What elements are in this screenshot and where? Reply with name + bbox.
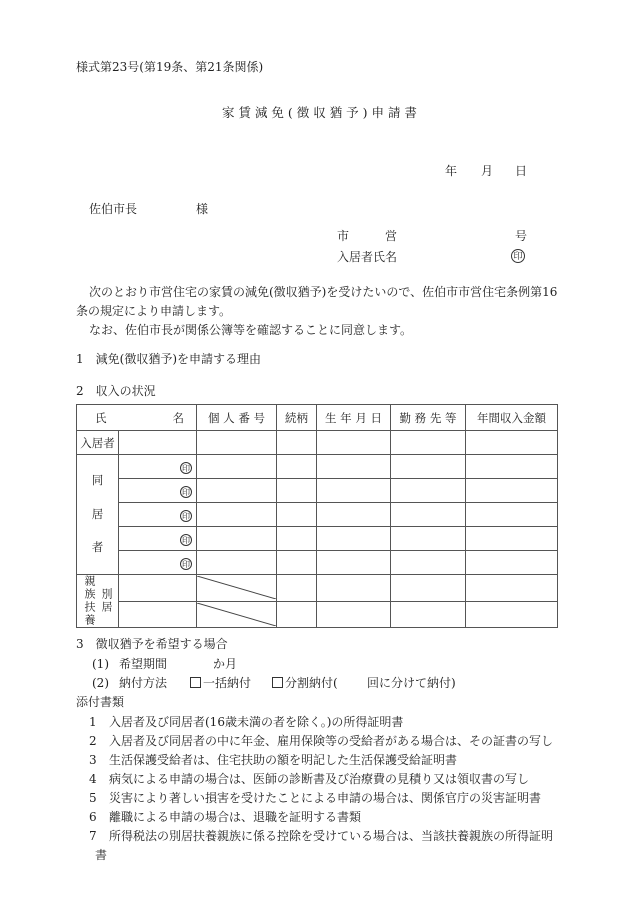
applicant-go-label: 号	[515, 229, 528, 243]
intro-line-2: 条の規定により申請します。	[76, 304, 232, 318]
intro-line-3: なお、佐伯市長が関係公簿等を確認することに同意します。	[89, 323, 413, 337]
cell[interactable]	[391, 455, 466, 479]
cell[interactable]	[119, 455, 197, 479]
cell[interactable]	[317, 455, 391, 479]
attachment-number: 6	[89, 810, 97, 824]
cell[interactable]	[277, 601, 317, 628]
attachment-text: 離職による申請の場合は、退職を証明する書類	[109, 810, 362, 824]
applicant-ei-label: 営	[385, 229, 398, 243]
attachment-text: 入居者及び同居者(16歳未満の者を除く。)の所得証明書	[109, 715, 404, 729]
income-table	[76, 404, 558, 628]
method-number: (2)	[92, 676, 109, 690]
cell[interactable]	[466, 479, 558, 503]
addressee-name: 佐伯市長	[89, 202, 138, 216]
cell[interactable]	[119, 601, 197, 628]
table-row	[77, 601, 558, 628]
slash-cell	[197, 575, 277, 602]
cell[interactable]	[197, 479, 277, 503]
period-unit: か月	[213, 657, 238, 671]
table-row	[77, 431, 558, 455]
date-month: 月	[481, 164, 494, 178]
header-relationship: 続柄	[277, 405, 317, 431]
cell[interactable]	[466, 601, 558, 628]
cell[interactable]	[119, 503, 197, 527]
cell[interactable]	[391, 575, 466, 602]
cell[interactable]	[466, 527, 558, 551]
cell[interactable]	[197, 455, 277, 479]
cell[interactable]	[277, 551, 317, 575]
seal-icon: 印	[182, 559, 190, 569]
seal-icon: 印	[182, 511, 190, 521]
cell[interactable]	[391, 527, 466, 551]
cell[interactable]	[119, 479, 197, 503]
attachment-continuation: 書	[95, 848, 108, 862]
attachment-number: 5	[89, 791, 97, 805]
cell[interactable]	[119, 431, 197, 455]
applicant-seal-icon: 印	[511, 249, 525, 263]
attachment-number: 1	[89, 715, 97, 729]
attachment-text: 生活保護受給者は、住宅扶助の額を明記した生活保護受給証明書	[109, 753, 458, 767]
table-row	[77, 527, 558, 551]
table-row	[77, 551, 558, 575]
cell[interactable]	[391, 601, 466, 628]
header-birthdate: 生 年 月 日	[317, 405, 391, 431]
attachment-text: 入居者及び同居者の中に年金、雇用保険等の受給者がある場合は、その証書の写し	[109, 734, 554, 748]
cell[interactable]	[277, 479, 317, 503]
cell[interactable]	[119, 575, 197, 602]
section-3-heading: 3 徴収猶予を希望する場合	[76, 637, 228, 651]
cell[interactable]	[317, 601, 391, 628]
date-year: 年	[445, 164, 458, 178]
cell[interactable]	[317, 551, 391, 575]
header-name: 氏 名	[77, 405, 197, 431]
table-header-row	[77, 405, 558, 431]
option-installment[interactable]: 分割納付(	[272, 677, 338, 689]
section-2-heading: 2 収入の状況	[76, 384, 156, 398]
cell[interactable]	[277, 455, 317, 479]
attachment-text: 災害により著しい損害を受けたことによる申請の場合は、関係官庁の災害証明書	[109, 791, 542, 805]
installment-tail: 回に分けて納付)	[367, 676, 456, 690]
cell[interactable]	[317, 479, 391, 503]
header-personal-number: 個 人 番 号	[197, 405, 277, 431]
cell[interactable]	[391, 431, 466, 455]
attachment-text: 病気による申請の場合は、医師の診断書及び治療費の見積り又は領収書の写し	[109, 772, 530, 786]
cell[interactable]	[391, 503, 466, 527]
document-title: 家 賃 減 免 ( 徴 収 猶 予 ) 申 請 書	[222, 105, 417, 120]
period-label: 希望期間	[119, 657, 168, 671]
cell[interactable]	[466, 455, 558, 479]
seal-icon: 印	[182, 463, 190, 473]
intro-line-1: 次のとおり市営住宅の家賃の減免(徴収猶予)を受けたいので、佐伯市市営住宅条例第16	[89, 285, 558, 299]
cell[interactable]	[466, 575, 558, 602]
cohabitant-label: 同 居 者	[77, 455, 119, 575]
cell[interactable]	[119, 527, 197, 551]
checkbox-icon	[190, 677, 201, 688]
attachment-number: 3	[89, 753, 97, 767]
period-number: (1)	[92, 657, 109, 671]
cell[interactable]	[277, 575, 317, 602]
form-number: 様式第23号(第19条、第21条関係)	[76, 60, 264, 74]
cell[interactable]	[466, 431, 558, 455]
table-row	[77, 575, 558, 602]
date-day: 日	[515, 164, 528, 178]
cell[interactable]	[317, 431, 391, 455]
cell[interactable]	[197, 431, 277, 455]
cell[interactable]	[119, 551, 197, 575]
attachment-text: 所得税法の別居扶養親族に係る控除を受けている場合は、当該扶養親族の所得証明	[109, 829, 554, 843]
cell[interactable]	[391, 551, 466, 575]
cell[interactable]	[391, 479, 466, 503]
checkbox-icon	[272, 677, 283, 688]
cell[interactable]	[317, 527, 391, 551]
cell[interactable]	[277, 431, 317, 455]
cell[interactable]	[277, 527, 317, 551]
method-label: 納付方法	[119, 676, 168, 690]
section-1-heading: 1 減免(徴収猶予)を申請する理由	[76, 352, 261, 366]
table-row	[77, 479, 558, 503]
cell[interactable]	[197, 551, 277, 575]
table-row	[77, 455, 558, 479]
attachments-title: 添付書類	[76, 695, 125, 709]
attachment-number: 7	[89, 829, 97, 843]
resident-label: 入居者	[77, 431, 119, 455]
table-row	[77, 503, 558, 527]
header-workplace: 勤 務 先 等	[391, 405, 466, 431]
header-annual-income: 年間収入金額	[466, 405, 558, 431]
option-lump-sum[interactable]: 一括納付	[190, 677, 251, 689]
cell[interactable]	[197, 527, 277, 551]
cell[interactable]	[466, 551, 558, 575]
cell[interactable]	[277, 503, 317, 527]
attachment-number: 4	[89, 772, 97, 786]
seal-icon: 印	[182, 487, 190, 497]
separate-relatives-label: 親族扶養 別居	[77, 575, 119, 628]
slash-cell	[197, 601, 277, 628]
attachment-number: 2	[89, 734, 97, 748]
seal-icon: 印	[182, 535, 190, 545]
applicant-city-label: 市	[337, 229, 350, 243]
cell[interactable]	[317, 575, 391, 602]
cell[interactable]	[197, 503, 277, 527]
applicant-name-label: 入居者氏名	[337, 250, 398, 264]
cell[interactable]	[466, 503, 558, 527]
addressee-honorific: 様	[196, 202, 209, 216]
cell[interactable]	[317, 503, 391, 527]
